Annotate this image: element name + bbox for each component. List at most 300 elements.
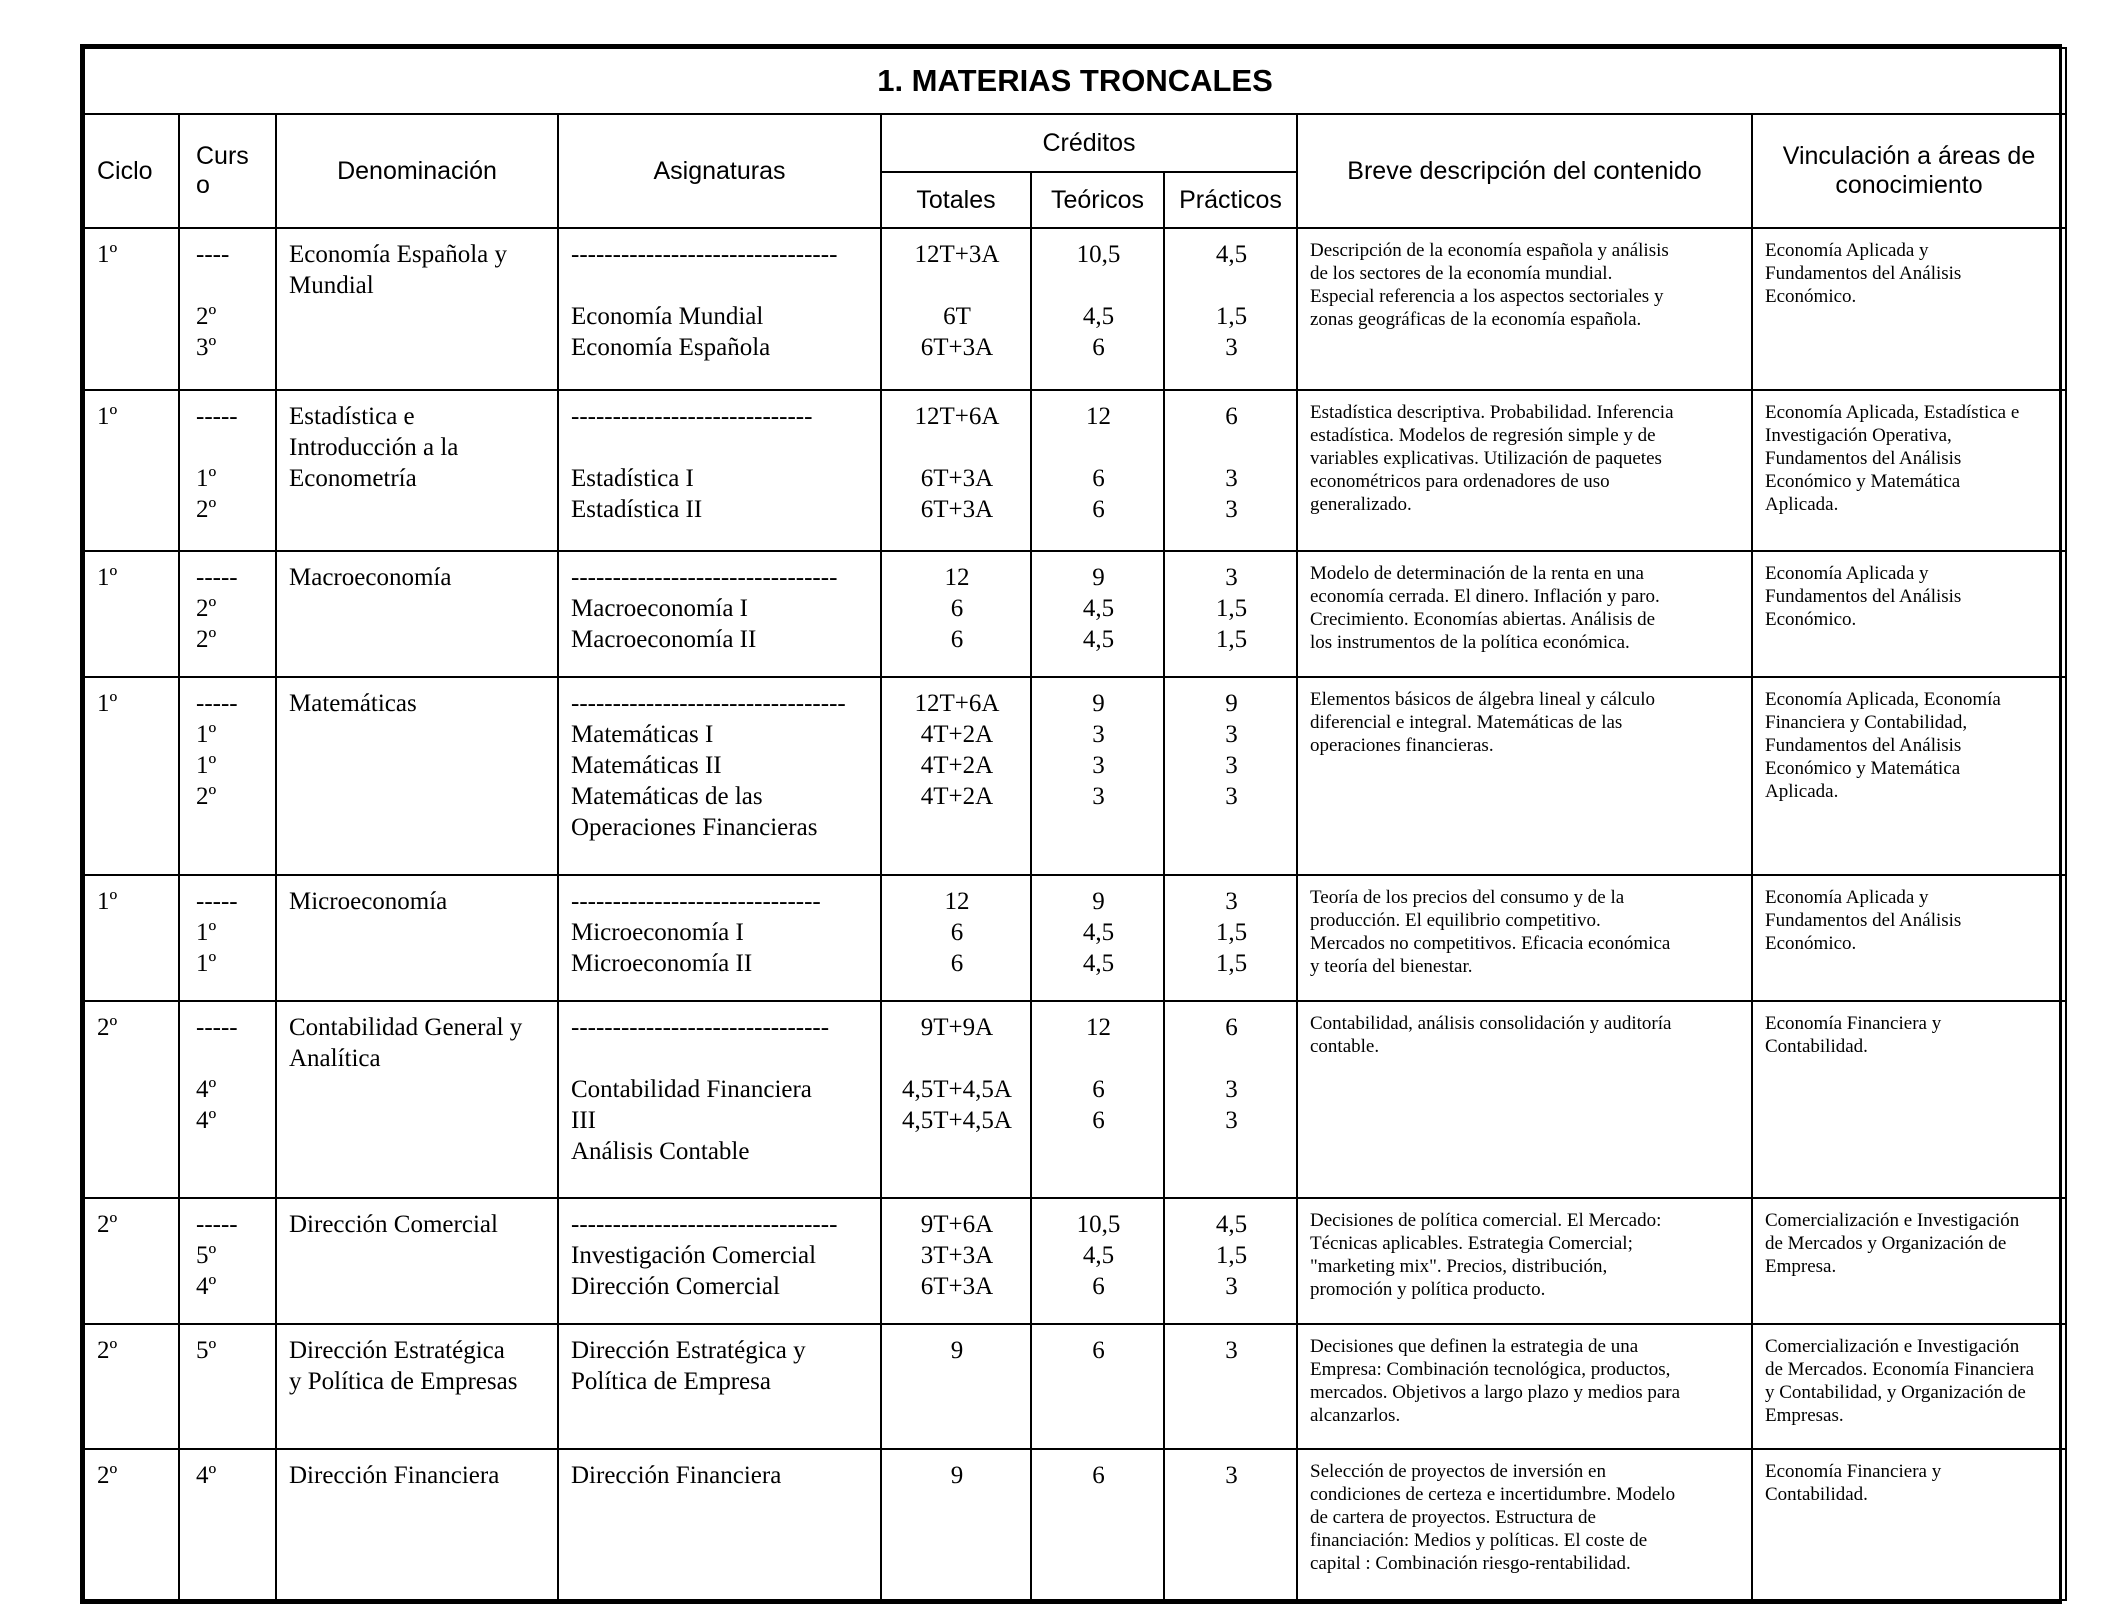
teoricos-line: 4,5 <box>1082 918 1115 946</box>
totales-line <box>894 1043 1020 1074</box>
asignaturas-line: III <box>571 1106 596 1134</box>
header-descripcion: Breve descripción del contenido <box>1297 114 1752 228</box>
area-line: Economía Aplicada, Economía <box>1765 689 2001 711</box>
asignaturas-line <box>571 270 870 301</box>
teoricos-line: 6 <box>1092 1336 1105 1364</box>
practicos-cell <box>1164 390 1297 552</box>
denominacion-line: Macroeconomía <box>289 564 452 592</box>
practicos-cell <box>1164 1001 1297 1198</box>
area-line: Economía Aplicada, Estadística e <box>1765 401 2020 423</box>
practicos-line: 4,5 <box>1215 241 1248 268</box>
header-asignaturas: Asignaturas <box>558 114 881 228</box>
teoricos-cell <box>1031 551 1164 677</box>
teoricos-line: 12 <box>1086 402 1111 430</box>
curso-line: 3º <box>196 334 217 361</box>
teoricos-line: 9 <box>1092 690 1105 718</box>
teoricos-line <box>1044 432 1153 463</box>
teoricos-cell <box>1031 1449 1164 1600</box>
teoricos-cell <box>1031 390 1164 552</box>
ciclo-line: 2º <box>97 1336 118 1364</box>
totales-line: 9 <box>950 1336 964 1364</box>
area-line: Financiera y Contabilidad, <box>1765 712 1968 734</box>
practicos-line: 1,5 <box>1215 1242 1248 1270</box>
asignaturas-cell <box>558 1324 881 1449</box>
curso-line: ----- <box>196 887 238 915</box>
asignaturas-line: Matemáticas II <box>571 752 722 780</box>
descripcion-line: Decisiones de política comercial. El Mercado: <box>1310 1210 1662 1232</box>
descripcion-line: Contabilidad, análisis consolidación y auditoría <box>1310 1012 1672 1034</box>
asignaturas-line: --------------------------------- <box>571 690 846 718</box>
totales-line: 4,5T+4,5A <box>902 1075 1012 1103</box>
descripcion-cell <box>1297 1198 1752 1324</box>
totales-line: 12T+6A <box>914 690 1000 718</box>
descripcion-line: diferencial e integral. Matemáticas de las <box>1310 712 1623 734</box>
denominacion-line: Estadística e <box>289 402 415 430</box>
totales-line: 6T+3A <box>920 1273 994 1301</box>
asignaturas-cell <box>558 551 881 677</box>
descripcion-cell <box>1297 390 1752 552</box>
practicos-line: 3 <box>1225 495 1238 523</box>
denominacion-cell <box>276 1449 558 1600</box>
totales-line: 4T+2A <box>920 721 994 749</box>
area-line: y Contabilidad, y Organización de <box>1765 1381 2026 1403</box>
descripcion-line: condiciones de certeza e incertidumbre. Modelo <box>1310 1483 1676 1505</box>
descripcion-cell <box>1297 875 1752 1001</box>
asignaturas-line: Microeconomía I <box>571 918 744 946</box>
area-cell <box>1752 677 2066 874</box>
denominacion-cell <box>276 390 558 552</box>
teoricos-line: 6 <box>1092 1461 1105 1489</box>
asignaturas-line: Investigación Comercial <box>571 1242 817 1270</box>
descripcion-line: Elementos básicos de álgebra lineal y cálculo <box>1310 689 1656 711</box>
practicos-line: 3 <box>1225 1075 1238 1103</box>
table-row <box>84 1198 2066 1324</box>
area-line: Fundamentos del Análisis <box>1765 447 1962 469</box>
curso-line: 1º <box>196 918 217 946</box>
area-cell <box>1752 1324 2066 1449</box>
area-cell <box>1752 551 2066 677</box>
curso-line: ----- <box>196 1211 238 1239</box>
descripcion-line: "marketing mix". Precios, distribución, <box>1310 1256 1608 1278</box>
denominacion-line: Dirección Estratégica <box>289 1336 505 1364</box>
descripcion-cell <box>1297 1449 1752 1600</box>
descripcion-line: Descripción de la economía española y análisis <box>1310 240 1669 261</box>
totales-cell <box>881 228 1031 390</box>
curso-cell <box>179 1198 276 1324</box>
curso-cell <box>179 875 276 1001</box>
ciclo-line: 1º <box>97 241 118 268</box>
practicos-line: 3 <box>1225 1106 1238 1134</box>
curso-line: 4º <box>196 1461 217 1489</box>
asignaturas-line: ------------------------------- <box>571 1013 830 1041</box>
table-row <box>84 875 2066 1001</box>
asignaturas-line: Análisis Contable <box>571 1137 750 1165</box>
totales-line: 3T+3A <box>920 1242 994 1270</box>
descripcion-line: producción. El equilibrio competitivo. <box>1310 909 1601 931</box>
area-line: Económico. <box>1765 286 1857 307</box>
table-row <box>84 1449 2066 1600</box>
curso-line: 4º <box>196 1106 217 1134</box>
ciclo-cell <box>84 677 179 874</box>
materias-troncales-table <box>83 47 2067 1601</box>
area-line: Contabilidad. <box>1765 1035 1868 1057</box>
practicos-line: 6 <box>1225 1013 1238 1041</box>
teoricos-line: 10,5 <box>1076 241 1121 268</box>
denominacion-cell <box>276 551 558 677</box>
denominacion-line: Introducción a la <box>289 433 459 461</box>
asignaturas-cell <box>558 1198 881 1324</box>
teoricos-line: 3 <box>1092 752 1105 780</box>
ciclo-cell <box>84 875 179 1001</box>
area-line: Comercialización e Investigación <box>1765 1335 2020 1357</box>
denominacion-line: Analítica <box>289 1044 381 1072</box>
descripcion-line: Empresa: Combinación tecnológica, productos, <box>1310 1358 1671 1380</box>
curso-line: 4º <box>196 1273 217 1301</box>
teoricos-line: 6 <box>1092 1273 1105 1301</box>
descripcion-line: Decisiones que definen la estrategia de una <box>1310 1335 1639 1357</box>
table-row <box>84 677 2066 874</box>
asignaturas-cell <box>558 677 881 874</box>
curso-line: 4º <box>196 1075 217 1103</box>
totales-line: 12 <box>944 564 970 592</box>
totales-line: 4T+2A <box>920 783 994 811</box>
curso-cell <box>179 1001 276 1198</box>
totales-line: 4,5T+4,5A <box>902 1106 1012 1134</box>
area-line: Fundamentos del Análisis <box>1765 263 1962 284</box>
descripcion-line: Crecimiento. Economías abiertas. Análisis de <box>1310 609 1656 631</box>
practicos-line <box>1177 270 1286 301</box>
curso-cell <box>179 677 276 874</box>
curso-cell <box>179 1449 276 1600</box>
asignaturas-line <box>571 432 870 463</box>
table-row <box>84 1001 2066 1198</box>
denominacion-cell <box>276 228 558 390</box>
practicos-line <box>1177 1043 1286 1074</box>
descripcion-line: mercados. Objetivos a largo plazo y medios para <box>1310 1381 1681 1403</box>
totales-cell <box>881 677 1031 874</box>
area-cell <box>1752 228 2066 390</box>
practicos-cell <box>1164 677 1297 874</box>
area-line: Comercialización e Investigación <box>1765 1210 2020 1232</box>
curso-line: ----- <box>196 402 238 430</box>
curso-line: 1º <box>196 752 217 780</box>
table-row <box>84 228 2066 390</box>
curso-line: 2º <box>196 495 217 523</box>
teoricos-line: 4,5 <box>1082 949 1115 977</box>
area-line: Fundamentos del Análisis <box>1765 586 1962 608</box>
denominacion-line: Contabilidad General y <box>289 1013 523 1041</box>
practicos-cell <box>1164 875 1297 1001</box>
teoricos-line: 3 <box>1092 783 1105 811</box>
area-line: Económico y Matemática <box>1765 470 1961 492</box>
practicos-cell <box>1164 1449 1297 1600</box>
ciclo-cell <box>84 1324 179 1449</box>
denominacion-line: Economía Española y <box>289 241 507 268</box>
practicos-line: 4,5 <box>1215 1211 1248 1239</box>
practicos-line: 3 <box>1225 1336 1238 1364</box>
totales-cell <box>881 390 1031 552</box>
curso-line: 2º <box>196 626 217 654</box>
curso-line: ---- <box>196 241 230 268</box>
ciclo-line: 2º <box>97 1461 118 1489</box>
asignaturas-cell <box>558 1001 881 1198</box>
practicos-line: 1,5 <box>1215 626 1248 654</box>
totales-line: 6T+3A <box>920 334 994 361</box>
curso-line: 2º <box>196 303 217 330</box>
troncales-table-sheet <box>80 44 2062 1604</box>
totales-cell <box>881 1001 1031 1198</box>
teoricos-line: 9 <box>1092 564 1105 592</box>
area-cell <box>1752 1198 2066 1324</box>
descripcion-line: capital : Combinación riesgo-rentabilidad. <box>1310 1552 1631 1574</box>
area-line: Economía Aplicada y <box>1765 240 1929 261</box>
totales-line: 12 <box>944 887 970 915</box>
curso-line: ----- <box>196 690 238 718</box>
asignaturas-cell <box>558 390 881 552</box>
denominacion-line: Dirección Financiera <box>289 1461 500 1489</box>
curso-line: ----- <box>196 1013 238 1041</box>
area-line: Fundamentos del Análisis <box>1765 735 1962 757</box>
totales-cell <box>881 875 1031 1001</box>
practicos-line: 3 <box>1225 783 1238 811</box>
header-curso <box>179 114 276 228</box>
asignaturas-line: Política de Empresa <box>571 1367 771 1395</box>
curso-line <box>196 1043 265 1074</box>
area-line: Económico. <box>1765 932 1857 954</box>
header-ciclo: Ciclo <box>84 114 179 228</box>
denominacion-line: Mundial <box>289 272 374 299</box>
area-line: Fundamentos del Análisis <box>1765 909 1962 931</box>
asignaturas-cell <box>558 1449 881 1600</box>
asignaturas-line: Dirección Comercial <box>571 1273 780 1301</box>
denominacion-cell <box>276 875 558 1001</box>
ciclo-line: 2º <box>97 1013 118 1041</box>
teoricos-cell <box>1031 228 1164 390</box>
area-line: Investigación Operativa, <box>1765 424 1952 446</box>
teoricos-line: 4,5 <box>1082 1242 1115 1270</box>
practicos-line: 3 <box>1225 334 1238 361</box>
teoricos-line: 4,5 <box>1082 626 1115 654</box>
totales-cell <box>881 551 1031 677</box>
descripcion-cell <box>1297 677 1752 874</box>
denominacion-line: Dirección Comercial <box>289 1211 498 1239</box>
header-curso-line1: Curs <box>196 142 249 170</box>
descripcion-line: Mercados no competitivos. Eficacia económica <box>1310 932 1671 954</box>
area-line: Aplicada. <box>1765 493 1839 515</box>
practicos-line: 6 <box>1225 402 1238 430</box>
curso-line <box>196 432 265 463</box>
descripcion-line: operaciones financieras. <box>1310 735 1494 757</box>
descripcion-line: promoción y política producto. <box>1310 1279 1546 1301</box>
header-vinculacion <box>1752 114 2066 228</box>
header-practicos: Prácticos <box>1164 172 1297 228</box>
curso-line: ----- <box>196 564 238 592</box>
header-curso-line2: o <box>196 171 210 199</box>
header-creditos: Créditos <box>881 114 1297 172</box>
descripcion-line: estadística. Modelos de regresión simple y de <box>1310 424 1656 446</box>
descripcion-line: Estadística descriptiva. Probabilidad. Inferencia <box>1310 401 1674 423</box>
totales-line <box>894 270 1020 301</box>
teoricos-cell <box>1031 875 1164 1001</box>
asignaturas-line: ----------------------------- <box>571 402 813 430</box>
practicos-line: 3 <box>1225 1273 1238 1301</box>
area-line: Economía Financiera y <box>1765 1460 1942 1482</box>
teoricos-line: 6 <box>1092 1075 1105 1103</box>
denominacion-cell <box>276 1001 558 1198</box>
descripcion-line: generalizado. <box>1310 493 1412 515</box>
area-line: de Mercados y Organización de <box>1765 1233 2007 1255</box>
area-line: Empresas. <box>1765 1404 1844 1426</box>
teoricos-line: 10,5 <box>1076 1211 1121 1239</box>
curso-cell <box>179 390 276 552</box>
ciclo-line: 1º <box>97 564 118 592</box>
teoricos-line: 6 <box>1092 1106 1105 1134</box>
area-cell <box>1752 390 2066 552</box>
asignaturas-line: Macroeconomía I <box>571 595 749 623</box>
table-row <box>84 551 2066 677</box>
totales-line: 4T+2A <box>920 752 994 780</box>
descripcion-line: econométricos para ordenadores de uso <box>1310 470 1610 492</box>
curso-line: 2º <box>196 783 217 811</box>
area-cell <box>1752 875 2066 1001</box>
ciclo-line: 2º <box>97 1211 118 1239</box>
ciclo-line: 1º <box>97 402 118 430</box>
curso-line <box>196 270 265 301</box>
descripcion-line: alcanzarlos. <box>1310 1404 1401 1426</box>
ciclo-cell <box>84 1198 179 1324</box>
descripcion-line: Especial referencia a los aspectos sectoriales y <box>1310 286 1664 307</box>
header-vinculacion-line2: conocimiento <box>1835 171 1983 199</box>
totales-line: 6 <box>950 626 964 654</box>
asignaturas-cell <box>558 875 881 1001</box>
teoricos-line: 4,5 <box>1082 595 1115 623</box>
totales-cell <box>881 1198 1031 1324</box>
curso-line: 1º <box>196 721 217 749</box>
teoricos-line: 6 <box>1092 464 1105 492</box>
totales-line: 9 <box>950 1461 964 1489</box>
descripcion-line: los instrumentos de la política económica. <box>1310 632 1630 654</box>
descripcion-cell <box>1297 1324 1752 1449</box>
teoricos-line: 12 <box>1086 1013 1111 1041</box>
denominacion-line: Econometría <box>289 464 417 492</box>
area-cell <box>1752 1449 2066 1600</box>
descripcion-line: variables explicativas. Utilización de paquetes <box>1310 447 1662 469</box>
practicos-cell <box>1164 228 1297 390</box>
teoricos-line: 6 <box>1092 495 1105 523</box>
asignaturas-line: Economía Española <box>571 334 771 361</box>
totales-line: 6T+3A <box>920 495 994 523</box>
table-title: 1. MATERIAS TRONCALES <box>84 48 2066 114</box>
descripcion-cell <box>1297 228 1752 390</box>
totales-line: 12T+3A <box>914 241 1000 268</box>
practicos-line: 3 <box>1225 752 1238 780</box>
asignaturas-line <box>571 1043 870 1074</box>
totales-line <box>894 432 1020 463</box>
area-line: Empresa. <box>1765 1256 1837 1278</box>
descripcion-line: de cartera de proyectos. Estructura de <box>1310 1506 1596 1528</box>
practicos-line: 1,5 <box>1215 918 1248 946</box>
asignaturas-line: -------------------------------- <box>571 564 838 592</box>
teoricos-cell <box>1031 677 1164 874</box>
asignaturas-line: Economía Mundial <box>571 303 764 330</box>
practicos-line: 3 <box>1225 887 1238 915</box>
area-cell <box>1752 1001 2066 1198</box>
header-totales: Totales <box>881 172 1031 228</box>
totales-line: 6 <box>950 918 964 946</box>
practicos-line: 3 <box>1225 564 1238 592</box>
ciclo-line: 1º <box>97 887 118 915</box>
totales-cell <box>881 1449 1031 1600</box>
header-vinculacion-line1: Vinculación a áreas de <box>1782 142 2036 170</box>
asignaturas-line: Macroeconomía II <box>571 626 757 654</box>
header-denominacion: Denominación <box>276 114 558 228</box>
denominacion-cell <box>276 677 558 874</box>
descripcion-cell <box>1297 1001 1752 1198</box>
totales-line: 6 <box>950 949 964 977</box>
area-line: Economía Financiera y <box>1765 1012 1942 1034</box>
ciclo-cell <box>84 390 179 552</box>
totales-line: 6T <box>943 303 971 330</box>
asignaturas-line: Contabilidad Financiera <box>571 1075 812 1103</box>
table-row <box>84 390 2066 552</box>
teoricos-line <box>1044 270 1153 301</box>
asignaturas-line: Estadística II <box>571 495 703 523</box>
practicos-line: 9 <box>1225 690 1238 718</box>
practicos-line: 3 <box>1225 1461 1238 1489</box>
asignaturas-line: Operaciones Financieras <box>571 814 818 842</box>
curso-line: 5º <box>196 1336 217 1364</box>
asignaturas-line: ------------------------------ <box>571 887 821 915</box>
totales-cell <box>881 1324 1031 1449</box>
totales-line: 6 <box>950 595 964 623</box>
descripcion-line: contable. <box>1310 1035 1380 1057</box>
teoricos-line: 4,5 <box>1082 303 1115 330</box>
table-body <box>84 228 2066 1600</box>
denominacion-line: y Política de Empresas <box>289 1367 518 1395</box>
curso-cell <box>179 551 276 677</box>
practicos-cell <box>1164 1198 1297 1324</box>
practicos-line <box>1177 432 1286 463</box>
totales-line: 9T+9A <box>920 1013 994 1041</box>
practicos-line: 1,5 <box>1215 595 1248 623</box>
denominacion-line: Microeconomía <box>289 887 448 915</box>
denominacion-cell <box>276 1198 558 1324</box>
descripcion-line: Modelo de determinación de la renta en una <box>1310 563 1644 585</box>
practicos-cell <box>1164 1324 1297 1449</box>
curso-cell <box>179 1324 276 1449</box>
practicos-line: 1,5 <box>1215 949 1248 977</box>
area-line: Económico. <box>1765 609 1857 631</box>
curso-line: 1º <box>196 949 217 977</box>
area-line: Economía Aplicada y <box>1765 563 1929 585</box>
curso-line: 2º <box>196 595 217 623</box>
ciclo-line: 1º <box>97 690 118 718</box>
totales-line: 6T+3A <box>920 464 994 492</box>
totales-line: 9T+6A <box>920 1211 994 1239</box>
table-row <box>84 1324 2066 1449</box>
ciclo-cell <box>84 551 179 677</box>
descripcion-line: Teoría de los precios del consumo y de la <box>1310 886 1625 908</box>
asignaturas-line: Microeconomía II <box>571 949 753 977</box>
descripcion-line: Selección de proyectos de inversión en <box>1310 1460 1606 1482</box>
curso-line: 5º <box>196 1242 217 1270</box>
teoricos-cell <box>1031 1324 1164 1449</box>
descripcion-line: financiación: Medios y políticas. El coste de <box>1310 1529 1648 1551</box>
descripcion-cell <box>1297 551 1752 677</box>
practicos-line: 3 <box>1225 721 1238 749</box>
descripcion-line: zonas geográficas de la economía española. <box>1310 309 1642 330</box>
area-line: Contabilidad. <box>1765 1483 1868 1505</box>
